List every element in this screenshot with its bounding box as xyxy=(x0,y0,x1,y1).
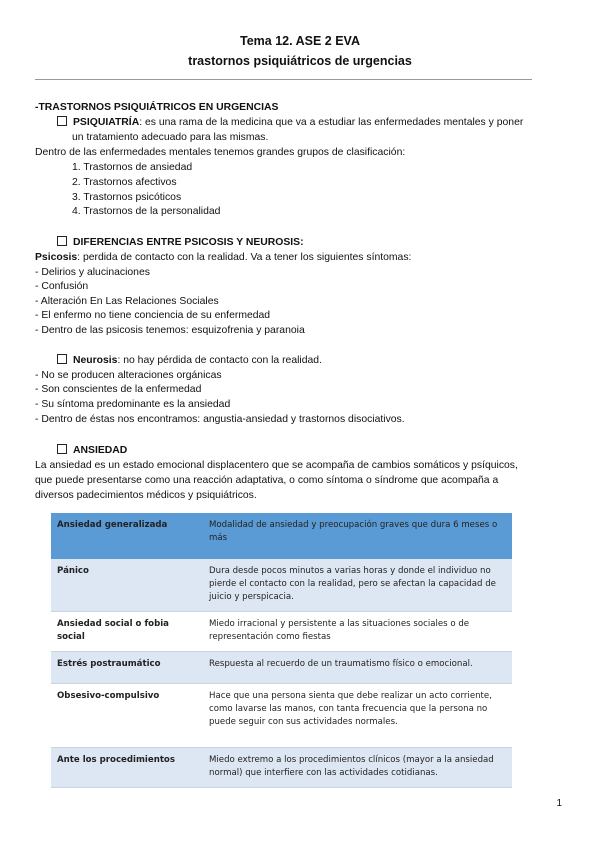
neurosis-definition: Neurosis: no hay pérdida de contacto con la realidad. xyxy=(57,353,322,368)
table-cell-name: Obsesivo-compulsivo xyxy=(51,683,203,747)
list-item: - No se producen alteraciones orgánicas xyxy=(35,370,222,381)
document-subtitle: trastornos psiquiátricos de urgencias xyxy=(188,54,412,68)
table-cell-name: Estrés postraumático xyxy=(51,651,203,683)
table-cell-name: Ansiedad generalizada xyxy=(51,513,203,559)
list-item: - Dentro de las psicosis tenemos: esquizofrenia y paranoia xyxy=(35,325,305,336)
checkbox-icon xyxy=(57,444,67,454)
ansiedad-paragraph-line: diversos padecimientos médicos y psiquiátricos. xyxy=(35,490,257,501)
section-heading: -TRASTORNOS PSIQUIÁTRICOS EN URGENCIAS xyxy=(35,102,279,113)
page-number: 1 xyxy=(556,798,562,809)
list-item: - Alteración En Las Relaciones Sociales xyxy=(35,296,219,307)
ansiedad-paragraph-line: La ansiedad es un estado emocional displacentero que se acompaña de cambios somáticos y psíquicos, xyxy=(35,460,518,471)
psiquiatria-line: PSIQUIATRÍA: es una rama de la medicina que va a estudiar las enfermedades mentales y poner xyxy=(57,115,523,130)
table-cell-desc: Miedo irracional y persistente a las situaciones sociales o de representación como fiestas xyxy=(203,611,512,651)
checkbox-icon xyxy=(57,116,67,126)
table-cell-name: Ante los procedimientos xyxy=(51,747,203,787)
list-item: 4. Trastornos de la personalidad xyxy=(72,206,221,217)
table-cell-desc: Miedo extremo a los procedimientos clínicos (mayor a la ansiedad normal) que interfiere con las actividades cotidianas. xyxy=(203,747,512,787)
table-cell-desc: Modalidad de ansiedad y preocupación graves que dura 6 meses o más xyxy=(203,513,512,559)
table-cell-desc: Dura desde pocos minutos a varias horas y donde el individuo no pierde el contacto con la realidad, pero se afectan la capacidad de juicio y perspicacia. xyxy=(203,559,512,611)
checkbox-icon xyxy=(57,354,67,364)
list-item: - El enfermo no tiene conciencia de su enfermedad xyxy=(35,310,271,321)
checkbox-icon xyxy=(57,236,67,246)
table-cell-name: Ansiedad social o fobia social xyxy=(51,611,203,651)
document-title: Tema 12. ASE 2 EVA xyxy=(240,34,360,48)
diferencias-heading: DIFERENCIAS ENTRE PSICOSIS Y NEUROSIS: xyxy=(57,235,304,250)
psicosis-definition: Psicosis: perdida de contacto con la realidad. Va a tener los siguientes síntomas: xyxy=(35,252,412,263)
list-item: - Su síntoma predominante es la ansiedad xyxy=(35,399,231,410)
table-row xyxy=(51,513,512,559)
list-item: 3. Trastornos psicóticos xyxy=(72,192,182,203)
ansiedad-paragraph-line: que puede presentarse como una reacción adaptativa, o como síntoma o síndrome que acompaña a xyxy=(35,475,499,486)
table-row xyxy=(51,559,512,611)
table-row xyxy=(51,651,512,683)
table-cell-desc: Respuesta al recuerdo de un traumatismo físico o emocional. xyxy=(203,651,512,683)
list-item: - Delirios y alucinaciones xyxy=(35,267,150,278)
list-item: - Confusión xyxy=(35,281,89,292)
classification-intro: Dentro de las enfermedades mentales tenemos grandes grupos de clasificación: xyxy=(35,147,406,158)
table-row xyxy=(51,747,512,787)
list-item: 1. Trastornos de ansiedad xyxy=(72,162,193,173)
ansiedad-heading: ANSIEDAD xyxy=(57,443,127,458)
anxiety-types-table xyxy=(51,513,512,788)
list-item: - Dentro de éstas nos encontramos: angustia-ansiedad y trastornos disociativos. xyxy=(35,414,405,425)
title-divider xyxy=(35,79,532,80)
table-cell-name: Pánico xyxy=(51,559,203,611)
table-cell-desc: Hace que una persona sienta que debe realizar un acto corriente, como lavarse las manos, con tanta frecuencia que la persona no puede seguir con sus actividades normales. xyxy=(203,683,512,747)
table-row xyxy=(51,683,512,747)
list-item: 2. Trastornos afectivos xyxy=(72,177,177,188)
table-row xyxy=(51,611,512,651)
list-item: - Son conscientes de la enfermedad xyxy=(35,384,202,395)
psiquiatria-definition-cont: un tratamiento adecuado para las mismas. xyxy=(72,132,269,143)
